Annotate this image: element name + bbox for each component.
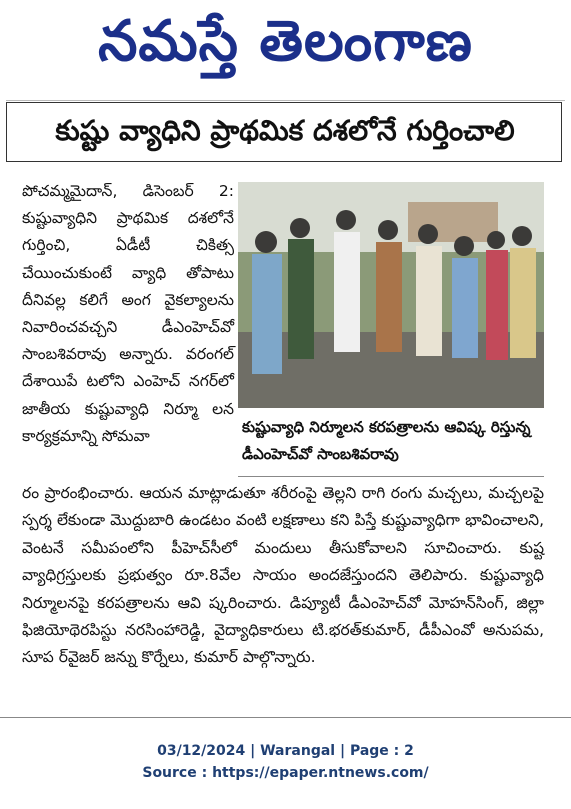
people-photo-illustration [238,182,544,408]
article-headline: కుష్టు వ్యాధిని ప్రాథమిక దశలోనే గుర్తించాలి [55,114,515,147]
photo-caption-box [238,408,544,477]
divider [6,100,565,101]
article-body-column [22,480,544,672]
masthead [0,0,571,95]
newspaper-logo: నమస్తే తెలంగాణ [98,8,473,74]
article-photo [238,182,544,408]
divider [0,717,571,718]
article-lead-column [22,178,234,450]
source-link[interactable]: Source : https://epaper.ntnews.com/ [142,765,429,781]
article-body-text: రం ప్రారంభించారు. ఆయన మాట్లాడుతూ శరీరంపై తెల్లని రాగి రంగు మచ్చలు, మచ్చలపై స్పర్శ లేకుండా మొద్దుబారి ఉండటం వంటి లక్షణాలు కని పిస్తే కుష్టువ్యాధిగా భావించాలని, వెంటనే సమీపంలోని పీహెచ్‌సీలో మందులు తీసుకోవాలని సూచించారు. కుష్ట వ్యాధిగ్రస్తులకు ప్రభుత్వం రూ.8వేల సాయం అందజేస్తుందని తెలిపారు. కుష్టువ్యాధి నిర్మూలనపై కరపత్రాలను ఆవి ష్కరించారు. డిప్యూటీ డీఎంహెచ్‌వో మోహన్‌సింగ్, జిల్లా ఫిజియోథెరపిస్టు నరసింహారెడ్డి, వైద్యాధికారులు టి.భరత్‌కుమార్, డీపీఎంవో అనుపమ, సూప ర్‌వైజర్ జన్ను కొర్నేలు, కుమార్ పాల్గొన్నారు. [22,484,544,667]
photo-caption: కుష్టువ్యాధి నిర్మూలన కరపత్రాలను ఆవిష్క రిస్తున్న డీఎంహెచ్‌వో సాంబశివరావు [242,418,531,463]
headline-box [6,102,562,162]
footer [0,740,571,784]
article-lead-text: పోచమ్మమైదాన్, డిసెంబర్ 2: కుష్టువ్యాధిని ప్రాథమిక దశలోనే గుర్తించి, ఏడీటీ చికిత్స చేయించుకుంటే వ్యాధి తోపాటు దీనివల్ల కలిగే అంగ వైకల్యాలను నివారించవచ్చని డీఎంహెచ్‌వో సాంబశివరావు అన్నారు. వరంగల్ దేశాయిపే టలోని ఎంహెచ్ నగర్‌లో జాతీయ కుష్టువ్యాధి నిర్మూ లన కార్యక్రమాన్ని సోమవా [22,182,234,445]
edition-info: 03/12/2024 | Warangal | Page : 2 [157,743,414,759]
